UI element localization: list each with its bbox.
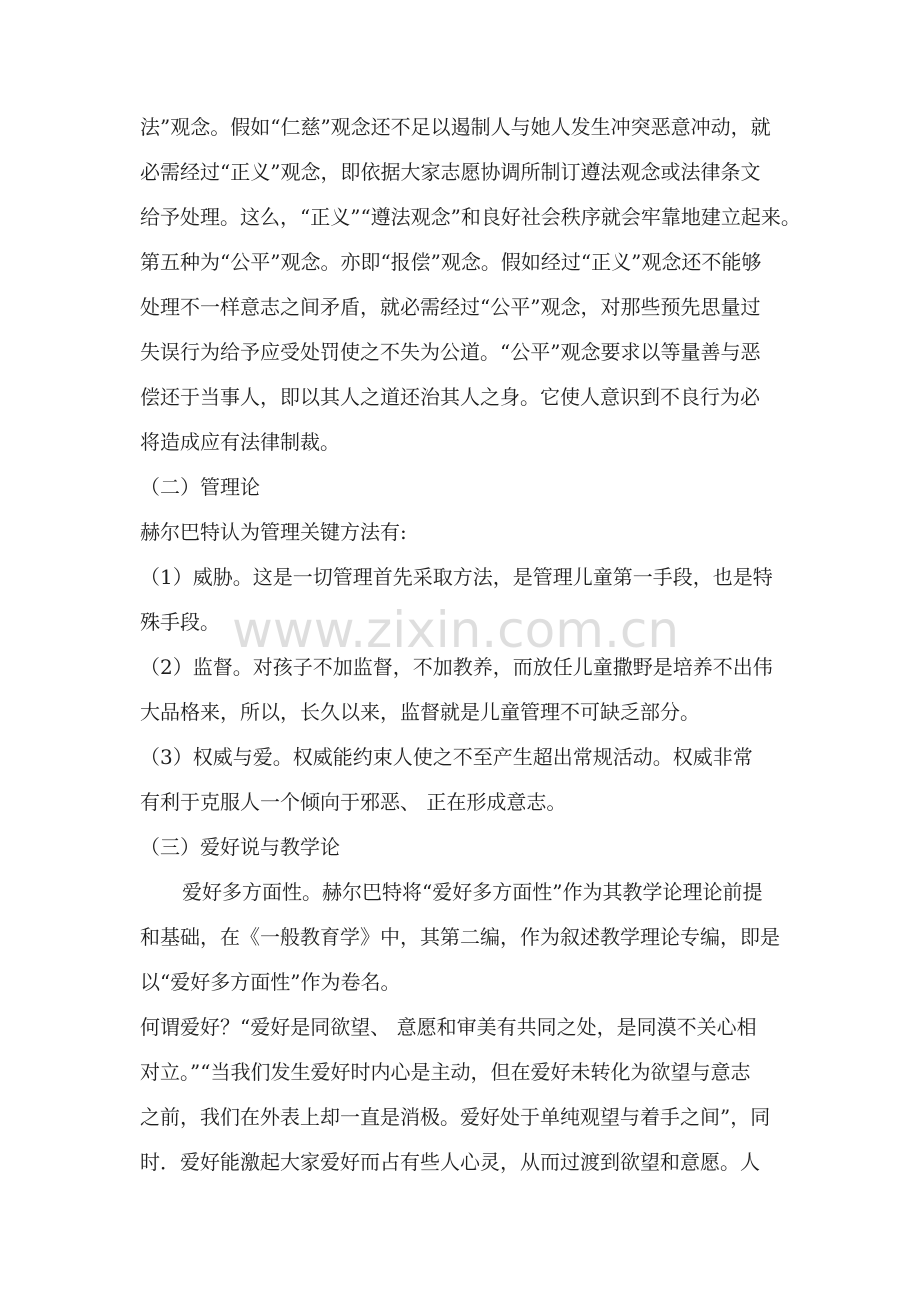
- paragraph-first-line: 爱好多方面性。赫尔巴特将“爱好多方面性”作为其教学论理论前提: [182, 880, 763, 904]
- text-line: 和基础，在《一般教育学》中，其第二编，作为叙述教学理论专编，即是: [140, 925, 780, 949]
- text-line: 殊手段。: [140, 610, 220, 634]
- text-line: 偿还于当事人，即以其人之道还治其人之身。它使人意识到不良行为必: [140, 385, 760, 409]
- text-line: 赫尔巴特认为管理关键方法有:: [140, 520, 407, 544]
- text-line: 以“爱好多方面性”作为卷名。: [140, 970, 401, 994]
- document-body: [140, 105, 840, 1185]
- text-line: 第五种为“公平”观念。亦即“报偿”观念。假如经过“正义”观念还不能够: [140, 250, 762, 274]
- text-line: 何谓爱好？“爱好是同欲望、 意愿和审美有共同之处，是同漠不关心相: [140, 1015, 757, 1039]
- text-line: 大品格来，所以，长久以来，监督就是儿童管理不可缺乏部分。: [140, 700, 700, 724]
- list-item: （3）权威与爱。权威能约束人使之不至产生超出常规活动。权威非常: [140, 745, 753, 769]
- text-line: 法”观念。假如“仁慈”观念还不足以遏制人与她人发生冲突恶意冲动，就: [140, 115, 771, 139]
- text-line: 必需经过“正义”观念，即依据大家志愿协调所制订遵法观念或法律条文: [140, 160, 761, 184]
- list-item: （1）威胁。这是一切管理首先采取方法，是管理儿童第一手段，也是特: [140, 565, 773, 589]
- text-line: 失误行为给予应受处罚使之不失为公道。“公平”观念要求以等量善与恶: [140, 340, 761, 364]
- list-item: （2）监督。对孩子不加监督，不加教养，而放任儿童撒野是培养不出伟: [140, 655, 773, 679]
- text-line: 处理不一样意志之间矛盾，就必需经过“公平”观念，对那些预先思量过: [140, 295, 761, 319]
- text-line: 将造成应有法律制裁。: [140, 430, 340, 454]
- text-line: 对立。”“当我们发生爱好时内心是主动，但在爱好未转化为欲望与意志: [140, 1060, 751, 1084]
- text-line: 有利于克服人一个倾向于邪恶、 正在形成意志。: [140, 790, 567, 814]
- text-line: 时．爱好能激起大家爱好而占有些人心灵，从而过渡到欲望和意愿。人: [140, 1150, 760, 1174]
- text-line: 之前，我们在外表上却一直是消极。爱好处于单纯观望与着手之间”，同: [140, 1105, 771, 1129]
- section-heading: （三）爱好说与教学论: [140, 835, 340, 859]
- text-line: 给予处理。这么，“正义”“遵法观念”和良好社会秩序就会牢靠地建立起来。: [140, 205, 801, 229]
- section-heading: （二）管理论: [140, 475, 260, 499]
- watermark: www.zixin.com.cn: [232, 601, 680, 659]
